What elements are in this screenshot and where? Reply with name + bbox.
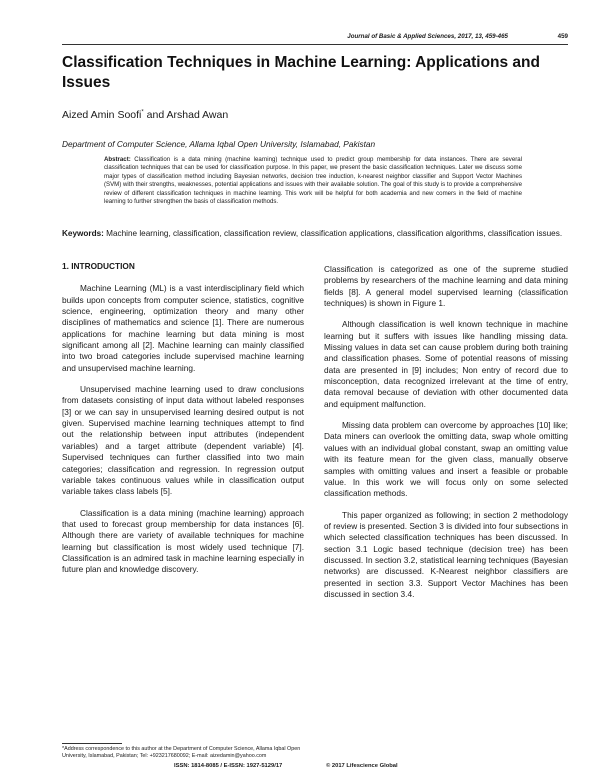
abstract-label: Abstract: <box>104 156 131 163</box>
first-author: Aized Amin Soofi <box>62 109 142 121</box>
page-number: 459 <box>557 33 568 40</box>
footnote-rule <box>62 743 122 744</box>
paragraph: Missing data problem can overcome by approaches [10] like; Data miners can overlook the omitting data, swap whole omitting values with an individual global constant, swap an omitting value with its feature mean for the given class, manually observe samples with omitting values and insert a feasible or probable value. In this work we will focus only on some selected classification methods. <box>324 420 568 499</box>
affiliation: Department of Computer Science, Allama Iqbal Open University, Islamabad, Pakistan <box>62 139 376 149</box>
footer-publisher: © 2017 Lifescience Global <box>326 763 398 769</box>
left-column <box>62 261 304 586</box>
section-heading: 1. INTRODUCTION <box>62 261 135 271</box>
paragraph: Machine Learning (ML) is a vast interdisciplinary field which builds upon concepts from computer science, statistics, cognitive science, engineering, optimization theory and many other disciplines of mathematics and science [1]. There are numerous applications for machine learning but data mining is most significant among all [2]. Machine learning can mainly classified into two broad categories include supervised machine learning and unsupervised machine learning. <box>62 283 304 373</box>
abstract-text: Classification is a data mining (machine learning) technique used to predict group membership for data instances. There are several classification techniques that can be used for classification purpose. In this paper, we present the basic classification techniques. Later we discuss some major types of classification method including Bayesian networks, decision tree induction, k-nearest neighbor classifier and Support Vector Machines (SVM) with their strengths, weaknesses, potential applications and issues with their available solution. The goal of this study is to provide a comprehensive review of different classification techniques in machine learning. This work will be helpful for both academia and new comers in the field of machine learning to further strengthen the basis of classification methods. <box>104 156 522 206</box>
footer-issn: ISSN: 1814-8085 / E-ISSN: 1927-5129/17 <box>174 763 283 769</box>
author-line <box>62 109 228 121</box>
keywords <box>62 228 568 239</box>
abstract <box>104 156 522 206</box>
corresponding-mark: * <box>141 109 144 116</box>
paragraph: Classification is categorized as one of the supreme studied problems by researchers of the machine learning and data mining fields [8]. A general model supervised learning (classification techniques) is shown in Figure 1. <box>324 264 568 309</box>
other-authors: and Arshad Awan <box>143 109 229 121</box>
paragraph: This paper organized as following; in section 2 methodology of review is presented. Section 3 is divided into four subsections in which selected classification techniques has been discussed. In section 3.1 Logic based technique (decision tree) has been discussed. In section 3.2, statistical learning techniques (Bayesian networks) are discussed. K-Nearest neighbor classifiers are presented in section 3.3. Support Vector Machines has been discussed in section 3.4. <box>324 509 568 599</box>
keywords-label: Keywords: <box>62 229 104 238</box>
paragraph: Although classification is well known technique in machine learning but it suffers with issues like handling missing data. Missing values in data set can cause problem during both training and classification phases. Some of potential reasons of missing data are presented in [9] includes; Non entry of record due to misconception, data recognized irrelevant at the time of entry, data removal because of deviation with other documented data and equipment malfunction. <box>324 319 568 409</box>
correspondence-footnote: *Address correspondence to this author at the Department of Computer Science, Allama Iqbal Open University, Islamabad, Pakistan; Tel: +923217680092; E-mail: aizedamin@yahoo.com <box>62 746 301 759</box>
paper-title: Classification Techniques in Machine Learning: Applications and Issues <box>62 54 540 91</box>
paragraph: Classification is a data mining (machine learning) approach that used to forecast group membership for data instances [6]. Although there are variety of available techniques for machine learning but classification is most widely used technique [7]. Classification is an admired task in machine learning especially in future plan and knowledge discovery. <box>62 507 304 575</box>
journal-citation: Journal of Basic & Applied Sciences, 2017, 13, 459-465 <box>347 33 508 40</box>
right-column <box>324 264 568 610</box>
paragraph: Unsupervised machine learning used to draw conclusions from datasets consisting of input data without labeled responses [3] or we can say in unsupervised learning desired output is not given. Supervised machine learning techniques attempt to find out the relationship between input attributes (independent variables) and a target attribute (dependent variable) [4]. Supervised techniques can further classified into two main categories; classification and regression. In regression output variable takes continuous values while in classification output variable takes class labels [5]. <box>62 384 304 497</box>
header-rule <box>62 44 568 45</box>
keywords-text: Machine learning, classification, classification review, classification applications, classification algorithms, classification issues. <box>103 229 563 238</box>
running-header <box>62 33 568 43</box>
